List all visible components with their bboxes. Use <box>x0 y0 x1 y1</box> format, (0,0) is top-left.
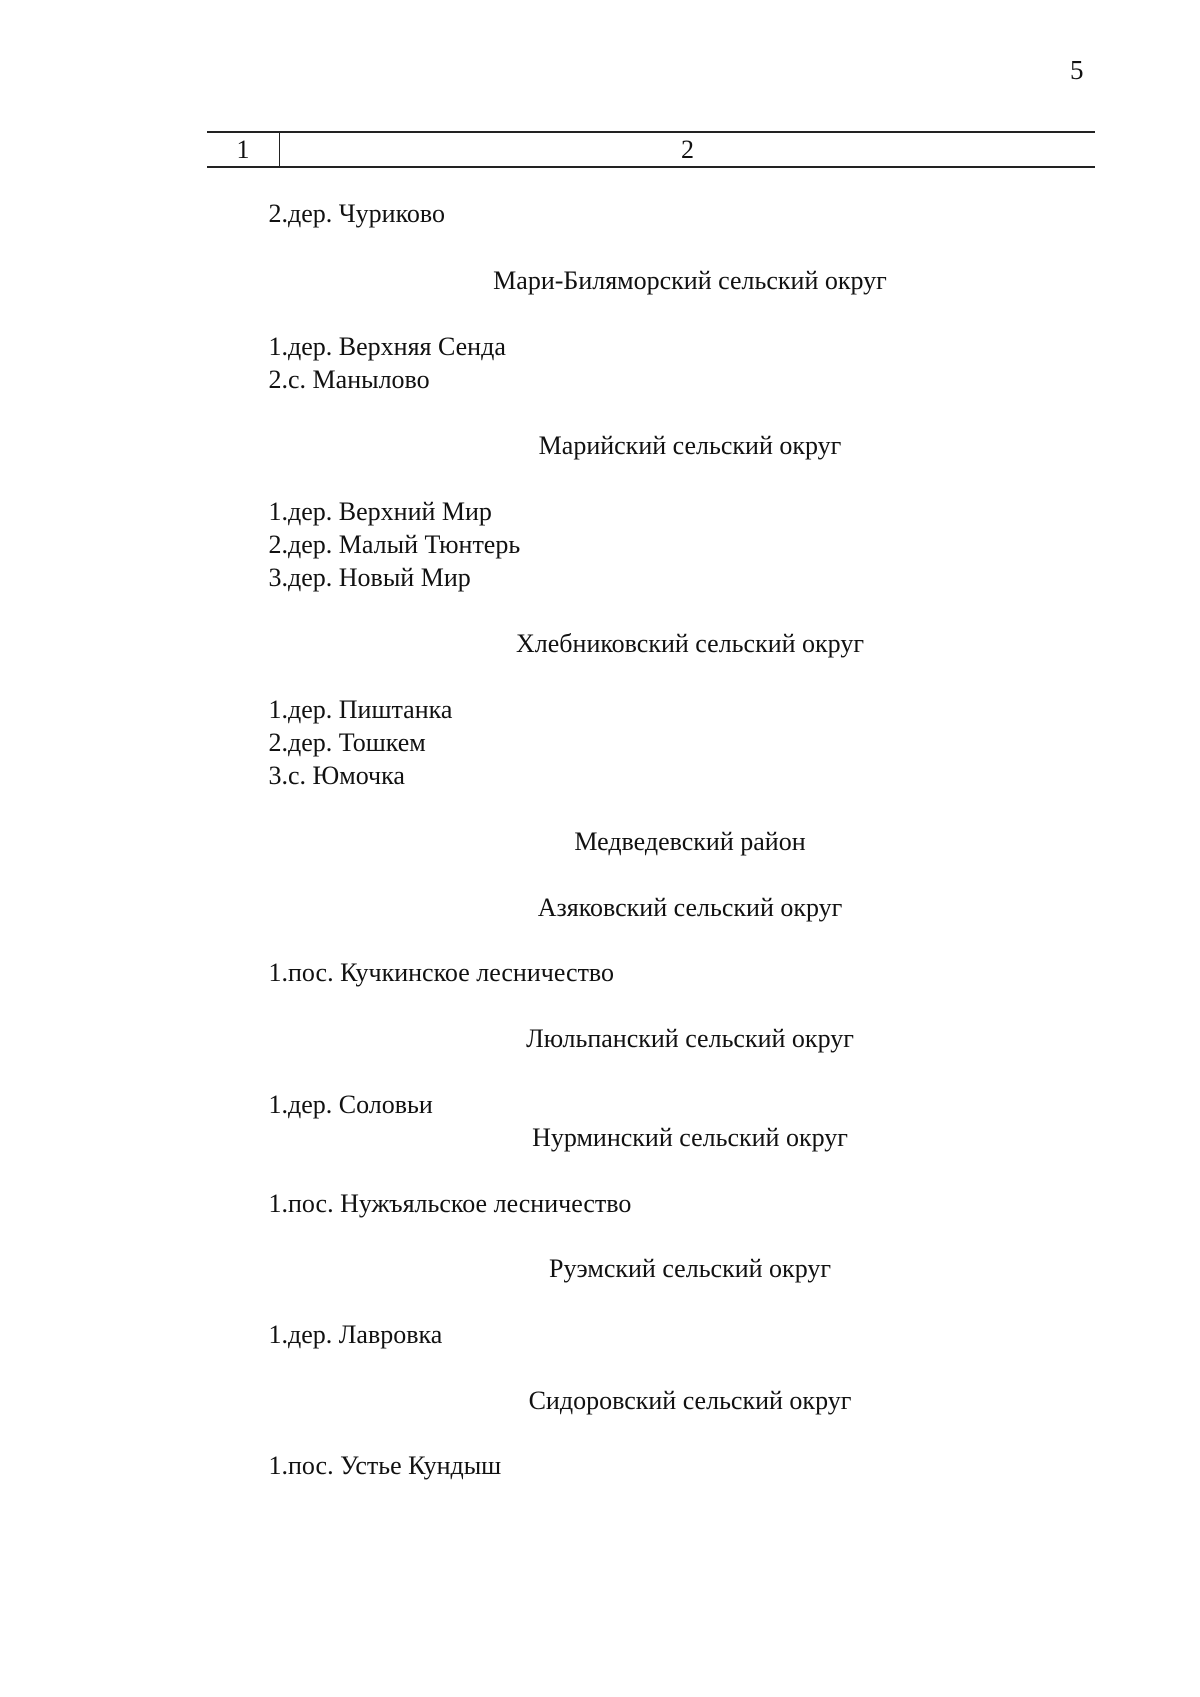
list-item <box>230 695 453 725</box>
list-item <box>230 497 492 527</box>
table-header <box>207 131 1095 168</box>
item-name: дер. Малый Тюнтерь <box>288 530 521 559</box>
list-item <box>230 1320 443 1350</box>
list-item <box>230 530 521 560</box>
item-number: 3. <box>268 563 288 592</box>
item-name: пос. Кучкинское лесничество <box>288 958 615 987</box>
district-heading: Сидоровский сельский округ <box>528 1386 852 1415</box>
list-item <box>230 332 506 362</box>
item-number: 1. <box>268 1189 288 1218</box>
item-number: 1. <box>268 497 288 526</box>
list-item <box>230 1090 433 1120</box>
item-name: пос. Нужъяльское лесничество <box>288 1189 632 1218</box>
list-item <box>230 365 430 395</box>
item-name: дер. Верхняя Сенда <box>288 332 506 361</box>
item-number: 1. <box>268 695 288 724</box>
item-number: 2. <box>268 728 288 757</box>
district-heading: Марийский сельский округ <box>538 431 842 460</box>
item-name: с. Манылово <box>288 365 430 394</box>
list-item <box>230 199 445 229</box>
item-name: дер. Лавровка <box>288 1320 443 1349</box>
table-header-col1: 1 <box>207 133 280 166</box>
list-item <box>230 563 471 593</box>
district-heading: Хлебниковский сельский округ <box>516 629 864 658</box>
list-item <box>230 728 426 758</box>
item-name: дер. Чуриково <box>288 199 445 228</box>
item-number: 2. <box>268 199 288 228</box>
list-item <box>230 1451 502 1481</box>
item-number: 1. <box>268 1320 288 1349</box>
district-heading: Азяковский сельский округ <box>537 893 843 922</box>
item-name: пос. Устье Кундыш <box>288 1451 502 1480</box>
district-heading: Люльпанский сельский округ <box>526 1024 854 1053</box>
list-item <box>230 958 615 988</box>
list-item <box>230 1189 632 1219</box>
item-name: с. Юмочка <box>288 761 405 790</box>
item-number: 2. <box>268 365 288 394</box>
item-number: 3. <box>268 761 288 790</box>
item-name: дер. Пиштанка <box>288 695 453 724</box>
district-heading: Нурминский сельский округ <box>532 1123 848 1152</box>
item-name: дер. Новый Мир <box>288 563 471 592</box>
list-item <box>230 761 405 791</box>
item-name: дер. Тошкем <box>288 728 426 757</box>
district-heading: Руэмский сельский округ <box>548 1254 832 1283</box>
item-number: 1. <box>268 958 288 987</box>
item-number: 1. <box>268 1451 288 1480</box>
region-heading: Медведевский район <box>574 827 806 856</box>
item-number: 1. <box>268 1090 288 1119</box>
item-number: 1. <box>268 332 288 361</box>
item-number: 2. <box>268 530 288 559</box>
item-name: дер. Верхний Мир <box>288 497 492 526</box>
item-name: дер. Соловьи <box>288 1090 433 1119</box>
table-header-col2: 2 <box>681 135 694 164</box>
district-heading: Мари-Биляморский сельский округ <box>493 266 887 295</box>
page-number: 5 <box>1070 55 1084 85</box>
